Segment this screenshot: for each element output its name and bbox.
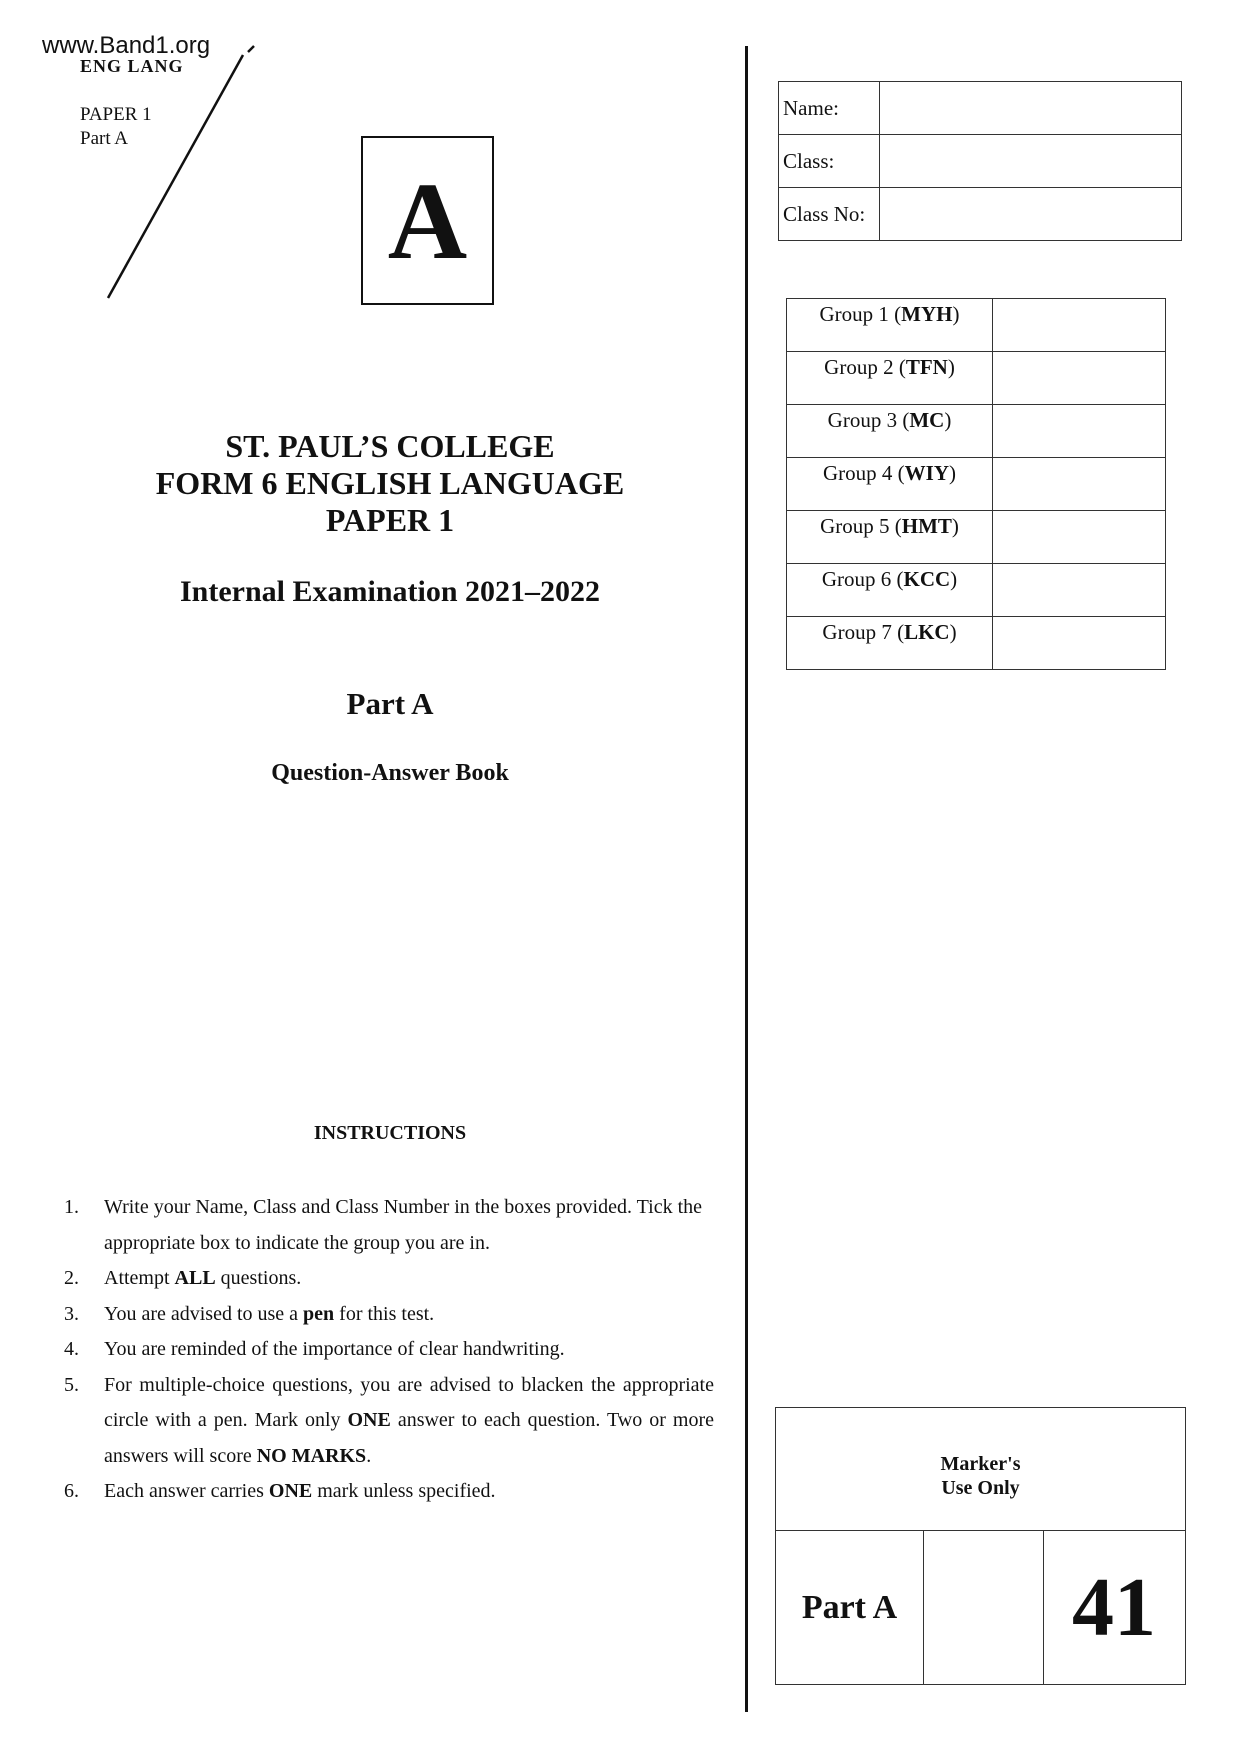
group-row <box>787 617 1166 670</box>
instruction-item: 4. You are reminded of the importance of clear handwriting. <box>64 1338 565 1360</box>
group-7-tick-box[interactable] <box>993 617 1166 670</box>
group-label: Group 6 (KCC) <box>787 564 993 617</box>
instruction-item: 6. Each answer carries ONE mark unless specified. <box>64 1480 496 1502</box>
instruction-item: 5. For multiple-choice questions, you are advised to blacken the appropriate circle with a pen. Mark only ONE answer to each question. Two or more answers will score NO MARKS. <box>64 1373 714 1467</box>
marker-part-label: Part A <box>776 1531 924 1684</box>
group-label: Group 3 (MC) <box>787 405 993 458</box>
corner-slash-line <box>0 0 300 320</box>
instruction-item: 2. Attempt ALL questions. <box>64 1267 302 1289</box>
group-label: Group 1 (MYH) <box>787 299 993 352</box>
version-letter-box: A <box>361 136 494 305</box>
part-title: Part A <box>346 686 434 721</box>
group-label: Group 5 (HMT) <box>787 511 993 564</box>
marker-total-marks: 41 <box>1072 1561 1156 1654</box>
group-2-tick-box[interactable] <box>993 352 1166 405</box>
class-no-field[interactable] <box>880 188 1182 241</box>
marker-score-field[interactable] <box>924 1531 1044 1684</box>
class-label: Class: <box>779 135 880 188</box>
paper-label: PAPER 1 <box>80 104 152 125</box>
marker-heading: Marker's Use Only <box>776 1408 1185 1531</box>
group-5-tick-box[interactable] <box>993 511 1166 564</box>
group-row <box>787 564 1166 617</box>
class-field[interactable] <box>880 135 1182 188</box>
marker-box <box>775 1407 1186 1685</box>
class-no-row <box>779 188 1182 241</box>
group-row <box>787 458 1166 511</box>
group-row <box>787 511 1166 564</box>
group-label: Group 2 (TFN) <box>787 352 993 405</box>
group-row <box>787 405 1166 458</box>
group-6-tick-box[interactable] <box>993 564 1166 617</box>
instructions-heading: INSTRUCTIONS <box>313 1122 467 1144</box>
instruction-item: 3. You are advised to use a pen for this test. <box>64 1302 435 1325</box>
exam-title: Internal Examination 2021–2022 <box>179 575 601 608</box>
website-watermark: www.Band1.org <box>42 32 211 59</box>
paper-name: PAPER 1 <box>325 502 455 538</box>
subject-code: ENG LANG <box>80 60 184 72</box>
group-row <box>787 299 1166 352</box>
group-3-tick-box[interactable] <box>993 405 1166 458</box>
title-block <box>90 428 690 539</box>
name-field[interactable] <box>880 82 1182 135</box>
group-label: Group 4 (WIY) <box>787 458 993 511</box>
course-name: FORM 6 ENGLISH LANGUAGE <box>155 465 625 501</box>
student-info-table <box>778 81 1182 241</box>
name-row <box>779 82 1182 135</box>
group-label: Group 7 (LKC) <box>787 617 993 670</box>
class-row <box>779 135 1182 188</box>
instructions-list <box>64 1190 714 1510</box>
group-row <box>787 352 1166 405</box>
group-1-tick-box[interactable] <box>993 299 1166 352</box>
group-4-tick-box[interactable] <box>993 458 1166 511</box>
instruction-item: 1. Write your Name, Class and Class Number in the boxes provided. Tick the appropriate box to indicate the group you are in. <box>64 1196 702 1254</box>
page-divider <box>745 46 748 1712</box>
name-label: Name: <box>779 82 880 135</box>
book-title: Question-Answer Book <box>271 760 509 786</box>
group-table <box>786 298 1166 670</box>
part-label: Part A <box>80 128 129 149</box>
school-name: ST. PAUL’S COLLEGE <box>225 428 555 464</box>
class-no-label: Class No: <box>779 188 880 241</box>
